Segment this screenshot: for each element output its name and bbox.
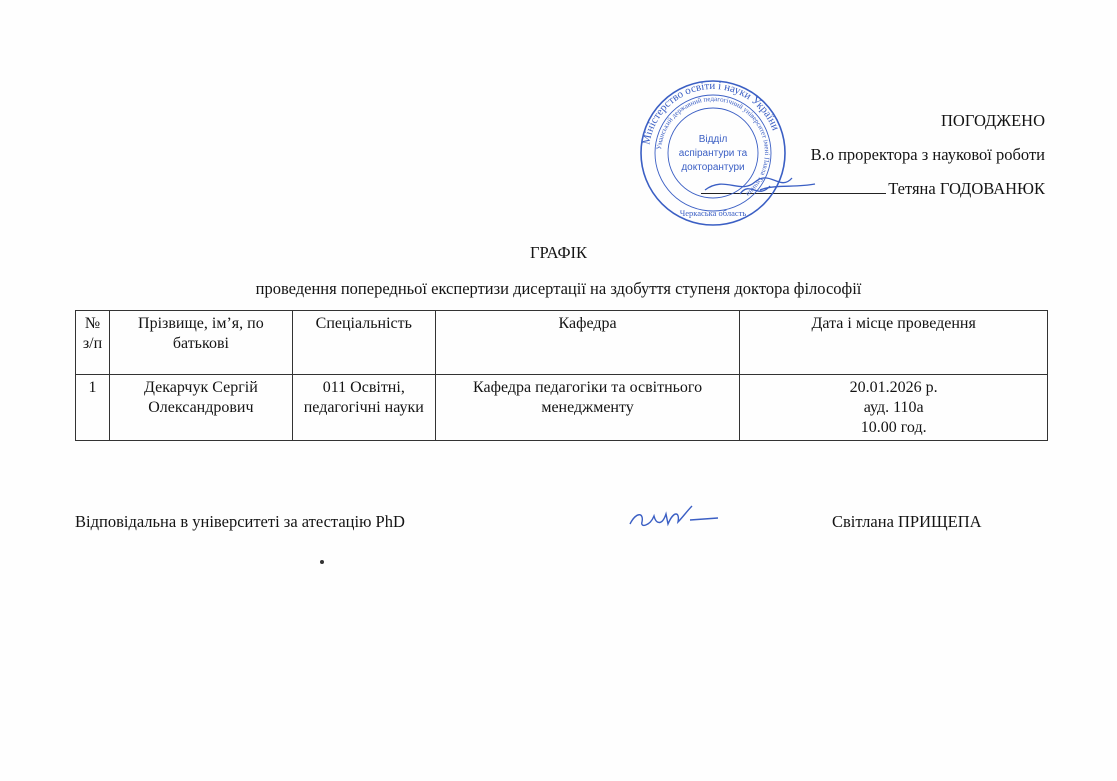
cell-room: ауд. 110а xyxy=(863,399,924,416)
schedule-table xyxy=(75,310,1048,441)
official-stamp xyxy=(638,78,788,228)
responsible-signature xyxy=(622,500,722,534)
header-specialty: Спеціальність xyxy=(292,311,435,375)
cell-full-name: Декарчук Сергій Олександрович xyxy=(109,375,292,441)
document-title: ГРАФІК xyxy=(529,243,588,262)
header-department: Кафедра xyxy=(435,311,740,375)
approval-position: В.о проректора з наукової роботи xyxy=(810,145,1045,164)
stamp-region-text: Черкаська область xyxy=(679,208,747,218)
cell-department: Кафедра педагогіки та освітнього менеджменту xyxy=(435,375,740,441)
stamp-university-text: Уманський державний педагогічний університет імені Павла Тичини xyxy=(655,94,772,199)
cell-time: 10.00 год. xyxy=(860,419,927,436)
header-full-name: Прізвище, ім’я, по батькові xyxy=(109,311,292,375)
stamp-center-line-3: докторантури xyxy=(681,162,745,173)
stamp-center-line-1: Відділ xyxy=(698,134,728,145)
table-row xyxy=(76,375,1048,441)
responsible-name: Світлана ПРИЩЕПА xyxy=(832,512,982,531)
cell-date-place xyxy=(740,375,1048,441)
cell-number: 1 xyxy=(76,375,110,441)
responsible-label: Відповідальна в університеті за атестацію PhD xyxy=(75,512,405,531)
cell-date: 20.01.2026 р. xyxy=(849,379,938,396)
table-header-row xyxy=(76,311,1048,375)
approval-heading: ПОГОДЖЕНО xyxy=(940,111,1045,130)
stamp-center-line-2: аспірантури та xyxy=(678,148,748,159)
stray-dot xyxy=(320,560,324,564)
header-date-place: Дата і місце проведення xyxy=(740,311,1048,375)
approval-name: Тетяна ГОДОВАНЮК xyxy=(888,179,1045,198)
cell-specialty: 011 Освітні, педагогічні науки xyxy=(292,375,435,441)
header-number: № з/п xyxy=(76,311,110,375)
stamp-outer-text: Міністерство освіти і науки України xyxy=(640,79,782,146)
document-subtitle: проведення попередньої експертизи дисертації на здобуття ступеня доктора філософії xyxy=(255,279,862,298)
